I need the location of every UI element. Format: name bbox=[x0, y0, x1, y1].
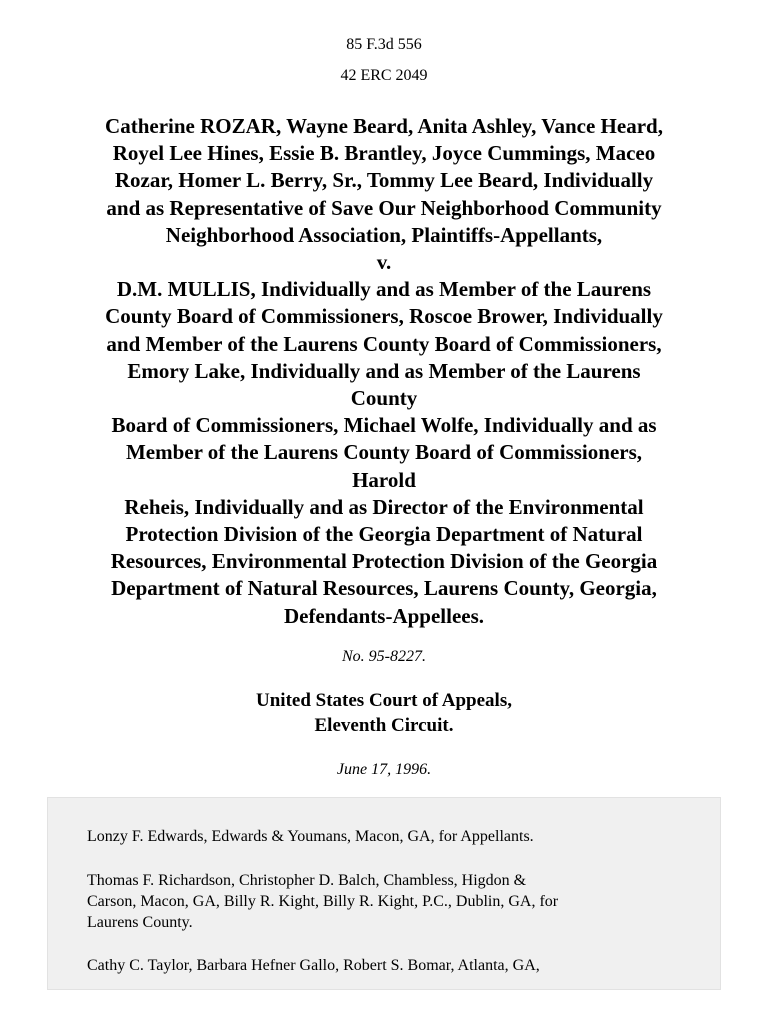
counsel-state bbox=[87, 955, 687, 976]
caption-line: Reheis, Individually and as Director of the Environmental bbox=[124, 494, 644, 519]
counsel-section bbox=[47, 797, 721, 990]
reporter-citation: 85 F.3d 556 bbox=[346, 36, 422, 53]
caption-line: Protection Division of the Georgia Department of Natural bbox=[125, 522, 643, 547]
caption-line: Board of Commissioners, Michael Wolfe, Individually and as bbox=[111, 413, 657, 438]
erc-citation: 42 ERC 2049 bbox=[340, 67, 428, 84]
counsel-appellants bbox=[87, 826, 687, 847]
caption-line: Department of Natural Resources, Laurens County, Georgia, bbox=[111, 576, 657, 601]
case-caption bbox=[40, 113, 728, 630]
caption-line: Catherine ROZAR, Wayne Beard, Anita Ashley, Vance Heard, bbox=[105, 114, 663, 138]
caption-line: and as Representative of Save Our Neighborhood Community bbox=[106, 195, 662, 220]
decision-date: June 17, 1996. bbox=[336, 761, 432, 778]
caption-line: Member of the Laurens County Board of Commissioners, bbox=[125, 440, 643, 465]
caption-line: D.M. MULLIS, Individually and as Member of the Laurens bbox=[116, 277, 652, 302]
caption-line: Neighborhood Association, Plaintiffs-Appellants, bbox=[165, 222, 603, 247]
court-name bbox=[0, 688, 768, 738]
caption-line: and Member of the Laurens County Board of Commissioners, bbox=[106, 331, 662, 356]
counsel-laurens-county bbox=[87, 870, 687, 933]
caption-line: Emory Lake, Individually and as Member of the Laurens bbox=[127, 358, 641, 383]
caption-line: Royel Lee Hines, Essie B. Brantley, Joyce Cummings, Maceo bbox=[112, 141, 656, 166]
counsel-line: Laurens County. bbox=[87, 914, 193, 931]
caption-line: County Board of Commissioners, Roscoe Brower, Individually bbox=[105, 304, 663, 329]
counsel-line: Thomas F. Richardson, Christopher D. Balch, Chambless, Higdon & bbox=[87, 872, 527, 889]
caption-line: Harold bbox=[352, 467, 416, 492]
counsel-line: Carson, Macon, GA, Billy R. Kight, Billy R. Kight, P.C., Dublin, GA, for bbox=[87, 893, 559, 910]
court-circuit-line: Eleventh Circuit. bbox=[314, 715, 454, 736]
court-name-line: United States Court of Appeals, bbox=[256, 690, 512, 711]
caption-line: Resources, Environmental Protection Division of the Georgia bbox=[110, 549, 658, 574]
caption-line: County bbox=[350, 386, 418, 411]
docket-number: No. 95-8227. bbox=[342, 648, 426, 665]
caption-line: Rozar, Homer L. Berry, Sr., Tommy Lee Beard, Individually bbox=[114, 168, 654, 193]
caption-versus: v. bbox=[376, 250, 392, 275]
counsel-line: Lonzy F. Edwards, Edwards & Youmans, Macon, GA, for Appellants. bbox=[87, 828, 534, 845]
caption-line: Defendants-Appellees. bbox=[283, 603, 485, 628]
counsel-line: Cathy C. Taylor, Barbara Hefner Gallo, Robert S. Bomar, Atlanta, GA, bbox=[87, 957, 540, 974]
